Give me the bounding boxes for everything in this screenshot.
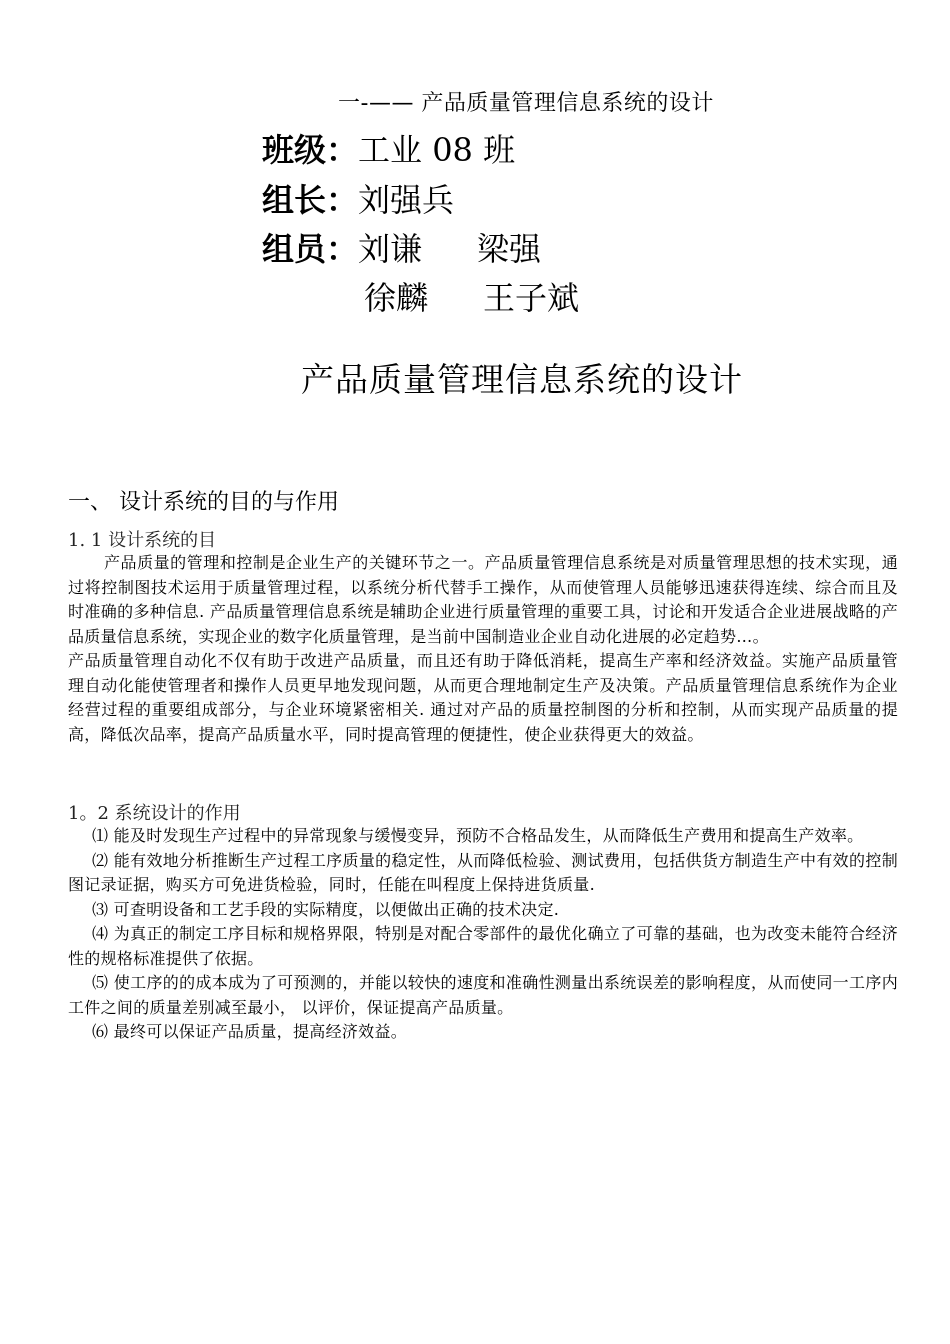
class-value: 工业 08 班	[358, 131, 516, 169]
section-heading: 一、 设计系统的目的与作用	[68, 490, 339, 515]
leader-label: 组长：	[262, 181, 359, 219]
members-row-2	[364, 278, 579, 318]
leader-row	[262, 180, 454, 220]
subsection-heading: 1。2 系统设计的作用	[68, 803, 241, 824]
list-item: ⑴ 能及时发现生产过程中的异常现象与缓慢变异，预防不合格品发生，从而降低生产费用和提高生产效率。	[92, 826, 864, 845]
member-name: 徐麟	[364, 279, 429, 317]
subsection-body	[68, 551, 898, 747]
leader-value: 刘强兵	[358, 181, 455, 219]
main-title: 产品质量管理信息系统的设计	[301, 360, 743, 399]
list-item: ⑶ 可查明设备和工艺手段的实际精度，以便做出正确的技术决定.	[92, 899, 560, 919]
member-name: 王子斌	[483, 279, 580, 317]
list-item: ⑸ 使工序的的成本成为了可预测的，并能以较快的速度和准确性测量出系统误差的影响程度，从而使同一工序内工件之间的质量差别减至最小， 以评价，保证提高产品质量。	[68, 973, 898, 1017]
member-name: 刘谦	[358, 230, 423, 268]
members-label: 组员：	[262, 230, 359, 268]
subsection-heading: 1. 1 设计系统的目	[68, 530, 217, 551]
paragraph: 产品质量的管理和控制是企业生产的关键环节之一。产品质量管理信息系统是对质量管理思想的技术实现，通过将控制图技术运用于质量管理过程，以系统分析代替手工操作，从而使管理人员能够迅速获得连续、综合而且及时准确的多种信息. 产品质量管理信息系统是辅助企业进行质量管理的重要工具，讨论和开发适合企业进展战略的产品质量信息系统，实现企业的数字化质量管理，是当前中国制造业企业自动化进展的必定趋势…。	[68, 553, 898, 646]
list-item: ⑹ 最终可以保证产品质量，提高经济效益。	[92, 1022, 408, 1041]
member-name: 梁强	[477, 230, 542, 268]
members-row	[262, 229, 541, 269]
class-row	[262, 130, 515, 170]
list-item: ⑷ 为真正的制定工序目标和规格界限，特别是对配合零部件的最优化确立了可靠的基础，也为改变未能符合经济性的规格标准提供了依据。	[68, 924, 898, 968]
top-title: 一-—— 产品质量管理信息系统的设计	[338, 91, 714, 116]
paragraph: 产品质量管理自动化不仅有助于改进产品质量，而且还有助于降低消耗，提高生产率和经济效益。实施产品质量管理自动化能使管理者和操作人员更早地发现问题，从而更合理地制定生产及决策。产品质量管理信息系统作为企业经营过程的重要组成部分，与企业环境紧密相关. 通过对产品的质量控制图的分析和控制，从而实现产品质量的提高，降低次品率，提高产品质量水平，同时提高管理的便捷性，使企业获得更大的效益。	[68, 651, 898, 744]
list-item: ⑵ 能有效地分析推断生产过程工序质量的稳定性，从而降低检验、测试费用，包括供货方制造生产中有效的控制图记录证据，购买方可免进货检验，同时，任能在叫程度上保持进货质量.	[68, 850, 898, 894]
purpose-list	[68, 824, 898, 1045]
class-label: 班级：	[262, 131, 359, 169]
